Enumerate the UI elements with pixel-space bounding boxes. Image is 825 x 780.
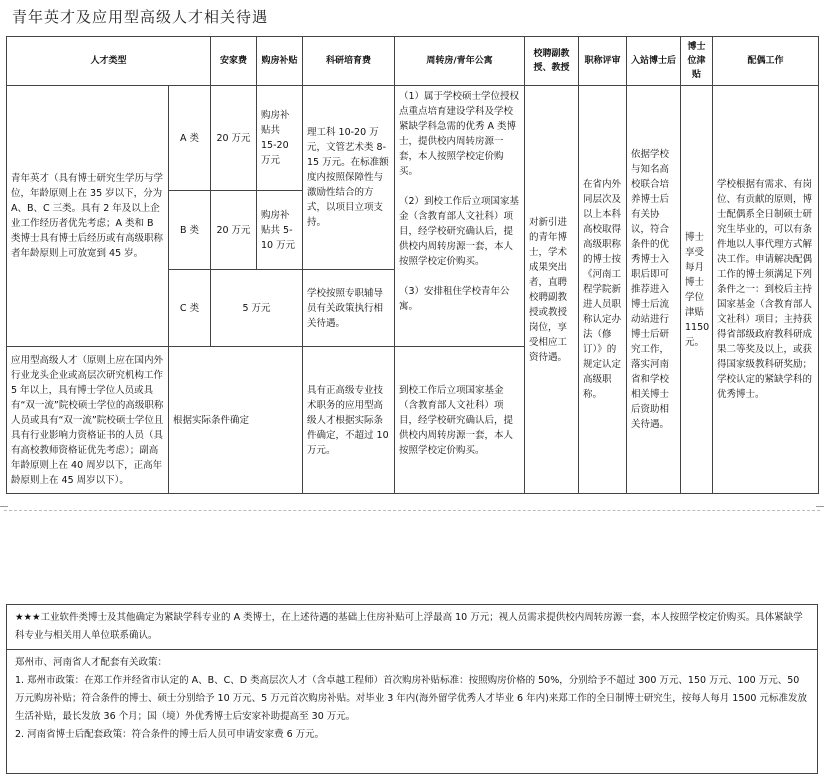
talent-benefits-table (6, 36, 819, 494)
header-allowance: 博士位津贴 (681, 37, 713, 86)
header-title-eval: 职称评审 (579, 37, 627, 86)
class-c-settle: 5 万元 (211, 270, 303, 347)
header-settle: 安家费 (211, 37, 257, 86)
header-housing: 购房补贴 (257, 37, 303, 86)
applied-settle: 根据实际条件确定 (169, 347, 303, 494)
class-a-settle: 20 万元 (211, 86, 257, 191)
header-postdoc: 入站博士后 (627, 37, 681, 86)
applied-apartment: 到校工作后立项国家基金（含教育部人文社科）项目，经学校研究确认后，提供校内周转房源一套，本人按照学校定价购买。 (395, 347, 525, 494)
row-class-a (7, 86, 819, 191)
class-a-label: A 类 (169, 86, 211, 191)
page-break-mark-right (816, 506, 824, 515)
youth-partner: 学校根据有需求、有岗位、有贡献的原则，博士配偶系全日制硕士研究生毕业的，可以有条件地以人事代理方式解决工作。申请解决配偶工作的博士须满足下列条件之一：到校后主持国家基金（含教育部人文社科）项目；主持获得省部级政府教科研成果二等奖及以上，或获得国家级教科研奖励；学校认定的紧缺学科的优秀博士。 (713, 86, 819, 494)
youth-apartment: （1）属于学校硕士学位授权点重点培育建设学科及学校紧缺学科急需的优秀 A 类博士，提供校内周转房源一套，本人按照学校定价购买。 （2）到校工作后立项国家基金（含教育部人文社科）项目，经学校研究确认后，提供校内周转房源一套，本人按照学校定价购买。 （3）安排租住学校青年公寓。 (395, 86, 525, 347)
header-category: 人才类型 (7, 37, 211, 86)
notes-box (6, 604, 818, 774)
policy-section (7, 650, 817, 748)
youth-title-eval: 在省内外同层次及以上本科高校取得高级职称的博士按《河南工程学院新进人员职称认定办法（修订）》的规定认定高级职称。 (579, 86, 627, 494)
policy-heading: 郑州市、河南省人才配套有关政策： (15, 657, 168, 668)
applied-desc: 应用型高级人才（原则上应在国内外行业龙头企业或高层次研究机构工作 5 年以上，具有博士学位人员或具有“双一流”院校硕士学位的高级职称人员或具有“双一流”院校硕士学位且具有行业影响力资格证书的人员（具有高校教师资格证优先考虑）；副高年龄原则上在 40 周岁以下，正高年龄原则上在 45 周岁以下）。 (7, 347, 169, 494)
c-research: 学校按照专职辅导员有关政策执行相关待遇。 (303, 270, 395, 347)
star-note: ★★★工业软件类博士及其他确定为紧缺学科专业的 A 类博士，在上述待遇的基础上住房补贴可上浮最高 10 万元；视人员需求提供校内周转房源一套，本人按照学校定价购买。具体紧缺学科专业与相关用人单位联系确认。 (7, 605, 817, 650)
youth-desc: 青年英才（具有博士研究生学历与学位，年龄原则上在 35 岁以下，分为 A、B、C 三类。具有 2 年及以上企业工作经历者优先考虑；A 类和 B 类博士具有博士后经历或有高级职称者年龄原则上可放宽到 45 岁。 (7, 86, 169, 347)
class-b-housing: 购房补贴共 5-10 万元 (257, 191, 303, 270)
header-research: 科研培育费 (303, 37, 395, 86)
youth-position: 对新引进的青年博士，学术成果突出者，直聘校聘副教授或教授岗位，享受相应工资待遇。 (525, 86, 579, 494)
header-row (7, 37, 819, 86)
class-c-label: C 类 (169, 270, 211, 347)
header-position: 校聘副教授、教授 (525, 37, 579, 86)
class-a-housing: 购房补贴共 15-20 万元 (257, 86, 303, 191)
youth-postdoc: 依据学校与知名高校联合培养博士后有关协议，符合条件的优秀博士入职后即可推荐进入博士后流动站进行博士后研究工作，落实河南省和学校相关博士后资助相关待遇。 (627, 86, 681, 494)
policy-item-henan: 2. 河南省博士后配套政策：符合条件的博士后人员可申请安家费 6 万元。 (15, 729, 325, 740)
header-partner: 配偶工作 (713, 37, 819, 86)
class-b-label: B 类 (169, 191, 211, 270)
policy-item-zhengzhou: 1. 郑州市政策：在郑工作并经省市认定的 A、B、C、D 类高层次人才（含卓越工程师）首次购房补贴标准：按照购房价格的 50%，分别给予不超过 300 万元、150 万元、100 万元、50 万元购房补贴；符合条件的博士、硕士分别给予 10 万元、5 万元首次购房补贴。对毕业 3 年内(海外留学优秀人才毕业 6 年内)来郑工作的全日制博士研究生，按每人每月 1500 元标准发放生活补贴，最长发放 36 个月；国（境）外优秀博士后安家补助提高至 30 万元。 (15, 675, 807, 722)
page-break-line (4, 510, 820, 511)
ab-research: 理工科 10-20 万元，文管艺术类 8-15 万元。在标准额度内按照保障性与激励性结合的方式，以项目立项支持。 (303, 86, 395, 270)
youth-allowance: 博士享受每月博士学位津贴 1150 元。 (681, 86, 713, 494)
applied-research: 具有正高级专业技术职务的应用型高级人才根据实际条件确定，不超过 10 万元。 (303, 347, 395, 494)
header-apartment: 周转房/青年公寓 (395, 37, 525, 86)
page-title: 青年英才及应用型高级人才相关待遇 (12, 8, 269, 26)
class-b-settle: 20 万元 (211, 191, 257, 270)
